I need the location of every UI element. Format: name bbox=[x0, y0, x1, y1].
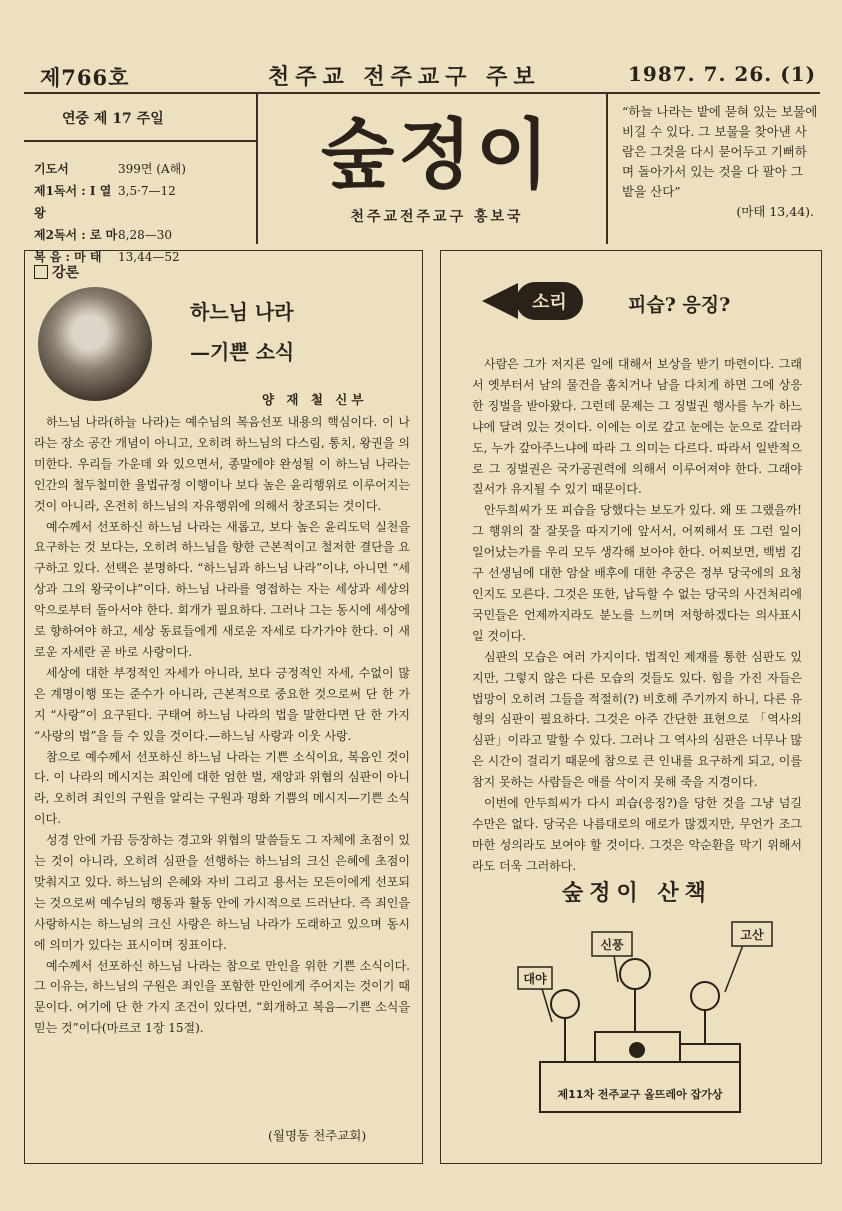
cartoon-title: 숲정이 산책 bbox=[562, 880, 712, 906]
sermon-title: 하느님 나라 bbox=[190, 300, 294, 324]
masthead-divider-left bbox=[256, 94, 258, 244]
megaphone-icon bbox=[482, 283, 518, 319]
author-photo bbox=[38, 287, 152, 401]
paragraph: 심판의 모습은 여러 가지이다. 법적인 제재를 통한 심판도 있지만, 그렇지 않은 다른 모습의 것들도 있다. 힘을 가진 자들은 법망이 오히려 그들을 적절히(?) 비호해 주기까지 하니, 다른 유형의 심판이 필요하다. 그것은 아주 간단한 표현으로 「역사의 심판」이라고 말할 수 있다. 그러나 그 역사의 심판은 너무나 많은 시간이 걸리기 때문에 참으로 큰 인내를 요구하게 되고, 이를 참지 못하는 사람들은 애를 삭이지 못해 죽을 지경이다. bbox=[472, 649, 802, 790]
paragraph: 예수께서 선포하신 하느님 나라는 새롭고, 보다 높은 윤리도덕 실천을 요구하는 것 보다는, 오히려 하느님을 향한 근본적이고 철저한 결단을 요구하고 있다. 선택은 분명하다. “하느님과 하느님 나라”이냐, 아니면 “세상과 그의 왕국이냐”이다. 하느님 나라를 영접하는 자는 세상과 세상의 악으로부터 돌아서야 한다. 회개가 필요하다. 그러나 그는 동시에 세상에로 향하여야 하고, 세상 동료들에게 새로운 자세로 다가가야 한다. 이 새로운 자세란 곧 바로 사랑이다. bbox=[34, 519, 410, 659]
masthead-divider-right bbox=[606, 94, 608, 244]
paragraph: 사람은 그가 저지른 일에 대해서 보상을 받기 마련이다. 그래서 옛부터서 남의 물건을 훔치거나 남을 다치게 하면 그에 상응한 징벌을 받아왔다. 그런데 문제는 그 징벌권 행사를 누가 하느냐에 달려 있는 것이다. 이에는 이로 갚고 눈에는 눈으로 갚더라도, 누가 갚아주느냐에 따라 그 의미는 다르다. 따라서 일반적으로 그 징벌권은 국가공권력에 의해서 이루어져야 한다. 그래야 질서가 유지될 수 있기 때문이다. bbox=[472, 357, 802, 497]
sori-label: 소리 bbox=[516, 282, 583, 320]
reading-row: 제1독서 : I 열왕 3,5·7—12 bbox=[34, 184, 176, 220]
sermon-source: (월명동 천주교회) bbox=[268, 1128, 367, 1143]
quote-text: “하늘 나라는 밭에 묻혀 있는 보물에 비길 수 있다. 그 보물을 찾아낸 사람은 그것을 다시 묻어두고 기뻐하며 돌아가서 있는 것을 다 팔아 그 밭을 산다” bbox=[622, 104, 818, 199]
editorial-title: 피습? 응징? bbox=[628, 294, 731, 316]
flag-label: 대야 bbox=[523, 972, 547, 986]
checkbox-square-icon bbox=[34, 265, 48, 279]
paragraph: 안두희씨가 또 피습을 당했다는 보도가 있다. 왜 또 그랬을까! 그 행위의 잘 잘못을 따지기에 앞서서, 어찌해서 또 그런 일이 일어났는가를 우리 모두 생각해 보아야 한다. 어찌보면, 백범 김구 선생님에 대한 암살 배후에 대한 추궁은 정부 당국에의 요청인지도 모른다. 그것은 또한, 납득할 수 없는 당국의 사건처리에 국민들은 언제까지라도 분노를 느끼며 저항하겠다는 의사표시일 것이다. bbox=[472, 503, 802, 643]
sermon-author: 양 재 철 신부 bbox=[262, 392, 368, 407]
section-label: 강론 bbox=[34, 262, 79, 282]
paragraph: 이번에 안두희씨가 다시 피습(응징?)을 당한 것을 그냥 넘길 수만은 없다. 당국은 나름대로의 애로가 많겠지만, 무언가 조그마한 성의라도 보여야 할 것이다. 그것은 악순환을 막기 위해서라도 더욱 그러하다. bbox=[472, 796, 802, 873]
sermon-subtitle: —기쁜 소식 bbox=[190, 340, 295, 364]
liturgy-rule bbox=[24, 140, 256, 142]
reading-row: 기도서 399면 (A해) bbox=[34, 162, 186, 176]
reading-row: 복 음 : 마 태 13,44—52 bbox=[34, 250, 180, 264]
masthead-subtitle: 천주교전주교구 홍보국 bbox=[350, 209, 524, 225]
sermon-body bbox=[34, 412, 410, 1039]
issue-number: 제766호 bbox=[40, 65, 130, 90]
liturgical-week: 연중 제 17 주일 bbox=[62, 111, 164, 127]
paragraph: 참으로 예수께서 선포하신 하느님 나라는 기쁜 소식이요, 복음인 것이다. 이 나라의 메시지는 죄인에 대한 엄한 벌, 재앙과 위협의 심판이 아니라, 오히려 죄인의 구원을 알리는 구원과 평화 기쁨의 메시지—기쁜 소식이다. bbox=[34, 749, 410, 827]
olympiad-cartoon bbox=[500, 912, 800, 1122]
flag-label: 신풍 bbox=[600, 938, 624, 952]
paragraph: 하느님 나라(하늘 나라)는 예수님의 복음선포 내용의 핵심이다. 이 나라는 장소 공간 개념이 아니고, 오히려 하느님의 다스림, 통치, 왕권을 의미한다. 우리들 가운데 와 있으면서, 종말에야 완성될 이 하느님 나라는 인간의 철두철미한 율법규정 이행이나 보다 높은 윤리행위로 이루어지는 것이 아니라, 온전히 하느님의 자유행위에 의해서 창조되는 것이다. bbox=[34, 415, 410, 513]
quote-reference: (마태 13,44). bbox=[736, 204, 814, 219]
editorial-body bbox=[472, 354, 802, 877]
issue-date: 1987. 7. 26. (1) bbox=[628, 62, 817, 86]
reading-row: 제2독서 : 로 마 8,28—30 bbox=[34, 228, 172, 242]
paragraph: 성경 안에 가끔 등장하는 경고와 위협의 말씀들도 그 자체에 초점이 있는 것이 아니라, 오히려 심판을 선행하는 하느님의 크신 은혜에 초점이 맞춰지고 있다. 하느님의 은혜와 자비 그리고 용서는 모든이에게 선포되는 것으로써 예수님의 행동과 활동 안에 가시적으로 드러난다. 즉 죄인을 사랑하시는 하느님의 크신 사랑은 하느님 나라가 도래하고 있으며 동시에 의미가 있다는 표시이며 징표이다. bbox=[34, 833, 410, 952]
paragraph: 예수께서 선포하신 하느님 나라는 참으로 만인을 위한 기쁜 소식이다. 그 이유는, 하느님의 구원은 죄인을 포함한 만인에게 주어지는 것이기 때문이다. 여기에 단 한 가지 조건이 있다면, “회개하고 복음—기쁜 소식을 믿는 것”이다(마르코 1장 15절). bbox=[34, 958, 410, 1036]
publication-title: 천주교 전주교구 주보 bbox=[268, 64, 541, 90]
podium-label: 제11차 전주교구 올뜨레아 잡가상 bbox=[557, 1088, 723, 1101]
flag-label: 고산 bbox=[740, 928, 764, 942]
paragraph: 세상에 대한 부정적인 자세가 아니라, 보다 긍정적인 자세, 수없이 많은 계명이행 또는 준수가 아니라, 근본적으로 중요한 것으로써 단 한 가지 “사랑”이 요구된다. 구태여 하느님 나라의 법을 말한다면 단 한 가지 “사랑의 법”을 들 수 있을 것이다.—하느님 사랑과 이웃 사랑. bbox=[34, 665, 410, 743]
sori-badge bbox=[482, 282, 583, 320]
masthead-title: 숲정이 bbox=[320, 110, 554, 199]
scripture-quote bbox=[622, 102, 818, 222]
